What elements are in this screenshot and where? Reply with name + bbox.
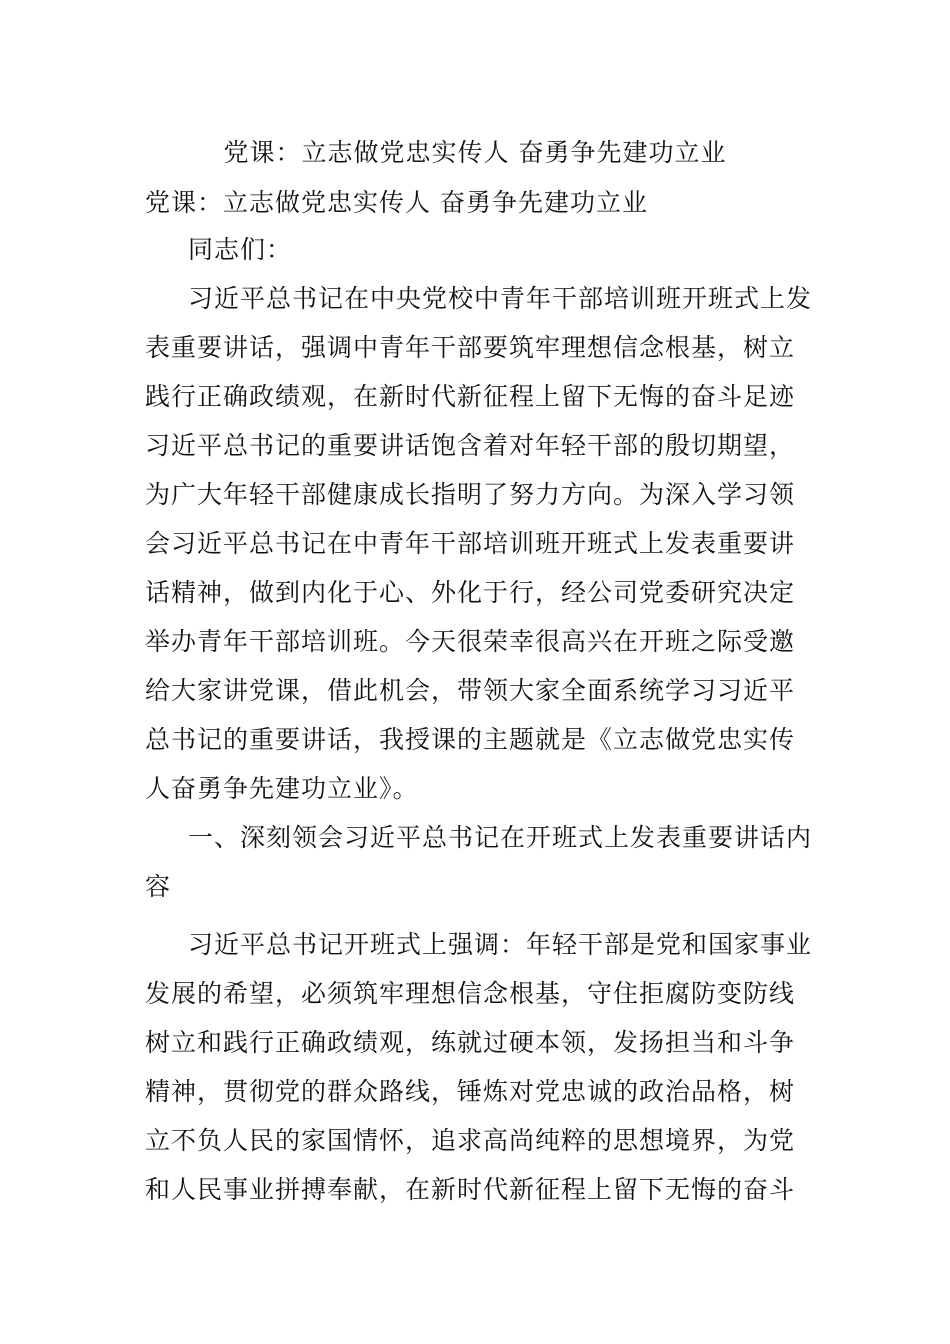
paragraph-line: 习近平总书记的重要讲话饱含着对年轻干部的殷切期望， xyxy=(145,431,796,460)
paragraph-line: 精神，贯彻党的群众路线，锤炼对党忠诚的政治品格，树 xyxy=(145,1077,796,1106)
document-subtitle: 党课：立志做党忠实传人 奋勇争先建功立业 xyxy=(145,188,648,217)
paragraph-line: 人奋勇争先建功立业》。 xyxy=(145,774,419,803)
paragraph-line: 总书记的重要讲话，我授课的主题就是《立志做党忠实传 xyxy=(145,725,796,754)
paragraph-line: 树立和践行正确政绩观，练就过硬本领，发扬担当和斗争 xyxy=(145,1028,796,1057)
paragraph-line: 给大家讲党课，借此机会，带领大家全面系统学习习近平 xyxy=(145,676,796,705)
paragraph-line: 发展的希望，必须筑牢理想信念根基，守住拒腐防变防线 xyxy=(145,979,796,1008)
heading-line: 容 xyxy=(145,872,172,901)
paragraph-line: 践行正确政绩观，在新时代新征程上留下无悔的奋斗足迹 xyxy=(145,382,796,411)
paragraph-line: 表重要讲话，强调中青年干部要筑牢理想信念根基，树立 xyxy=(145,333,796,362)
paragraph-line: 习近平总书记在中央党校中青年干部培训班开班式上发 xyxy=(188,284,813,313)
heading-line: 一、深刻领会习近平总书记在开班式上发表重要讲话内 xyxy=(188,823,813,852)
paragraph-line: 和人民事业拼搏奉献，在新时代新征程上留下无悔的奋斗 xyxy=(145,1175,796,1204)
paragraph-line: 为广大年轻干部健康成长指明了努力方向。为深入学习领 xyxy=(145,480,796,509)
paragraph-line: 习近平总书记开班式上强调：年轻干部是党和国家事业 xyxy=(188,930,813,959)
document-title: 党课：立志做党忠实传人 奋勇争先建功立业 xyxy=(223,138,727,167)
paragraph-line: 举办青年干部培训班。今天很荣幸很高兴在开班之际受邀 xyxy=(145,627,796,656)
salutation: 同志们： xyxy=(188,235,293,264)
paragraph-line: 话精神，做到内化于心、外化于行，经公司党委研究决定 xyxy=(145,578,796,607)
paragraph-line: 会习近平总书记在中青年干部培训班开班式上发表重要讲 xyxy=(145,529,796,558)
paragraph-line: 立不负人民的家国情怀，追求高尚纯粹的思想境界，为党 xyxy=(145,1126,796,1155)
